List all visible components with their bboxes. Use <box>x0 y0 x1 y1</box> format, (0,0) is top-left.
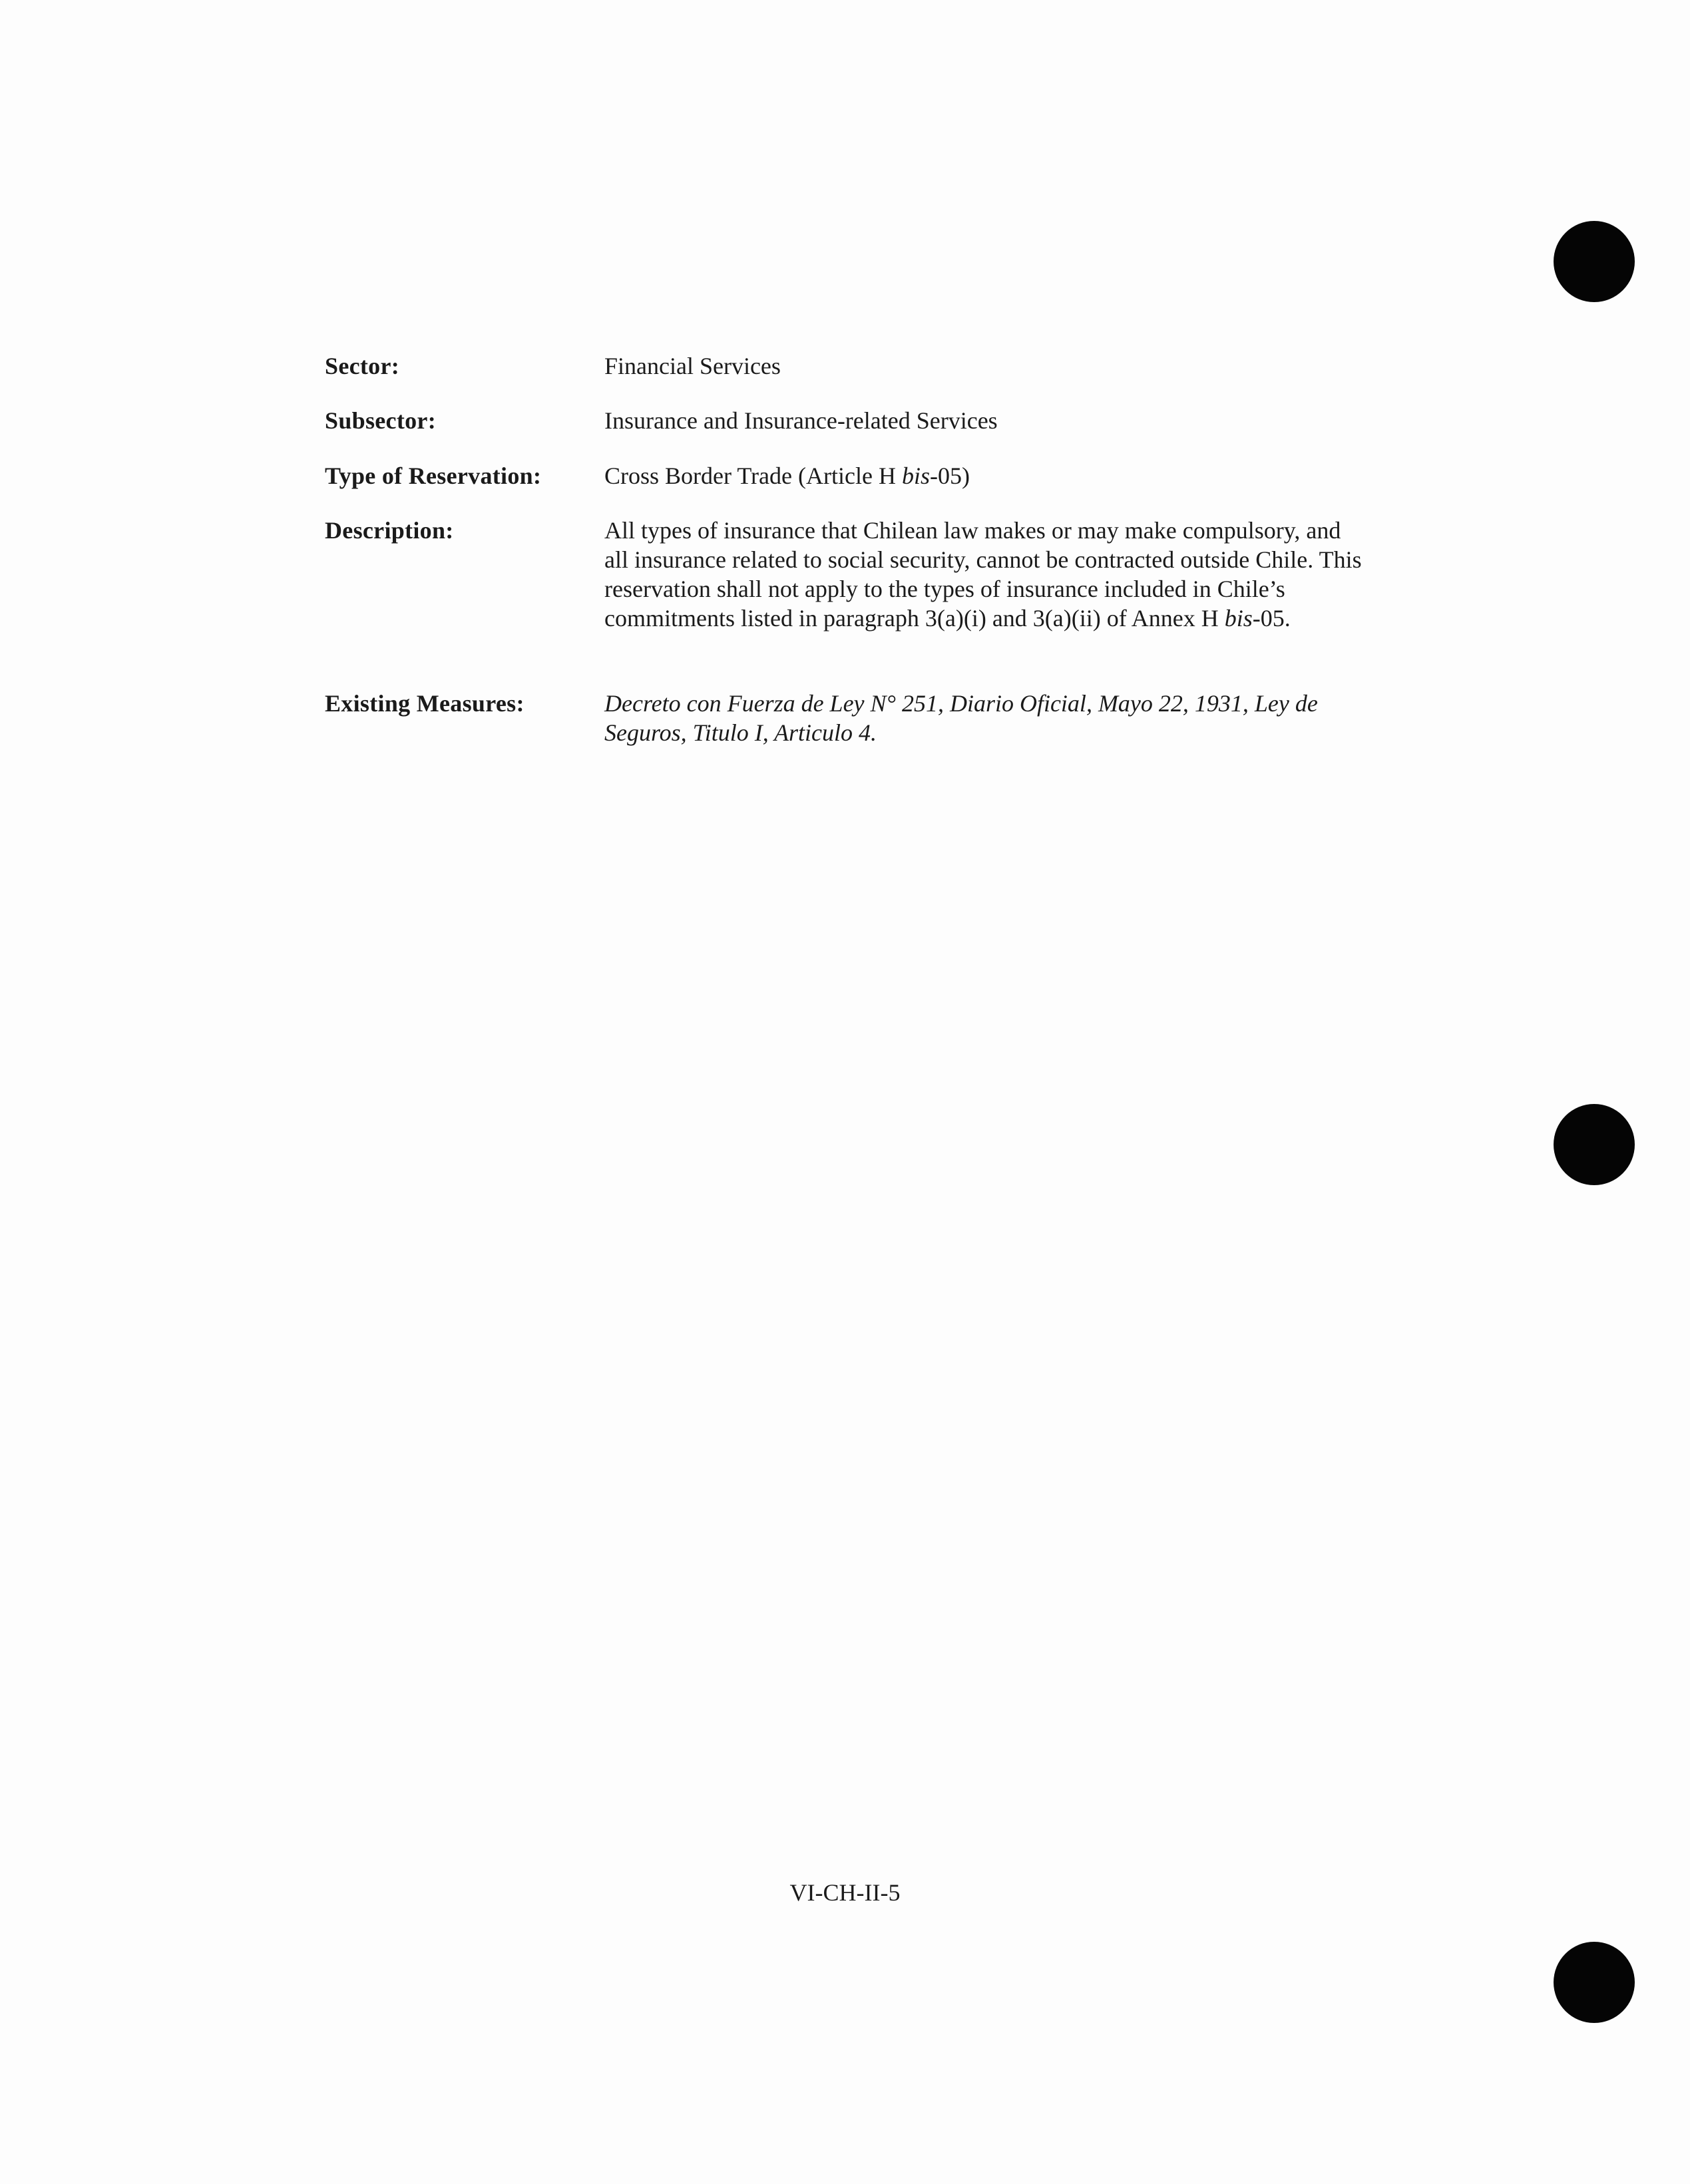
punch-hole <box>1554 1942 1635 2023</box>
type-of-reservation-row <box>325 461 1363 490</box>
existing-measures-value: Decreto con Fuerza de Ley N° 251, Diario Oficial, Mayo 22, 1931, Ley de Seguros, Titulo I, Articulo 4. <box>604 690 1318 746</box>
type-of-reservation-value <box>604 461 1363 490</box>
page-number: VI-CH-II-5 <box>789 1879 901 1906</box>
type-of-reservation-text-end: -05) <box>929 462 970 489</box>
description-label: Description: <box>325 517 454 544</box>
description-text-end: -05. <box>1252 605 1291 632</box>
type-of-reservation-text-italic: bis <box>901 462 930 489</box>
description-text-start: All types of insurance that Chilean law makes or may make compulsory, and all insurance related to social security, cannot be contracted outside Chile. This reservation shall not apply to the types of insurance included in Chile’s commitments listed in paragraph 3(a)(i) and 3(a)(ii) of Annex H <box>604 517 1362 632</box>
description-value <box>604 516 1363 633</box>
subsector-label: Subsector: <box>325 407 436 434</box>
description-text-italic: bis <box>1224 605 1253 632</box>
type-of-reservation-text-start: Cross Border Trade (Article H <box>604 462 902 489</box>
existing-measures-label: Existing Measures: <box>325 690 525 717</box>
subsector-value: Insurance and Insurance-related Services <box>604 407 998 434</box>
sector-value: Financial Services <box>604 353 781 379</box>
type-of-reservation-label: Type of Reservation: <box>325 462 542 489</box>
punch-hole <box>1554 1104 1635 1185</box>
subsector-row <box>325 406 1363 435</box>
description-row <box>325 516 1363 633</box>
punch-hole <box>1554 221 1635 302</box>
sector-row <box>325 351 1363 381</box>
existing-measures-row <box>325 689 1363 747</box>
sector-label: Sector: <box>325 353 400 379</box>
